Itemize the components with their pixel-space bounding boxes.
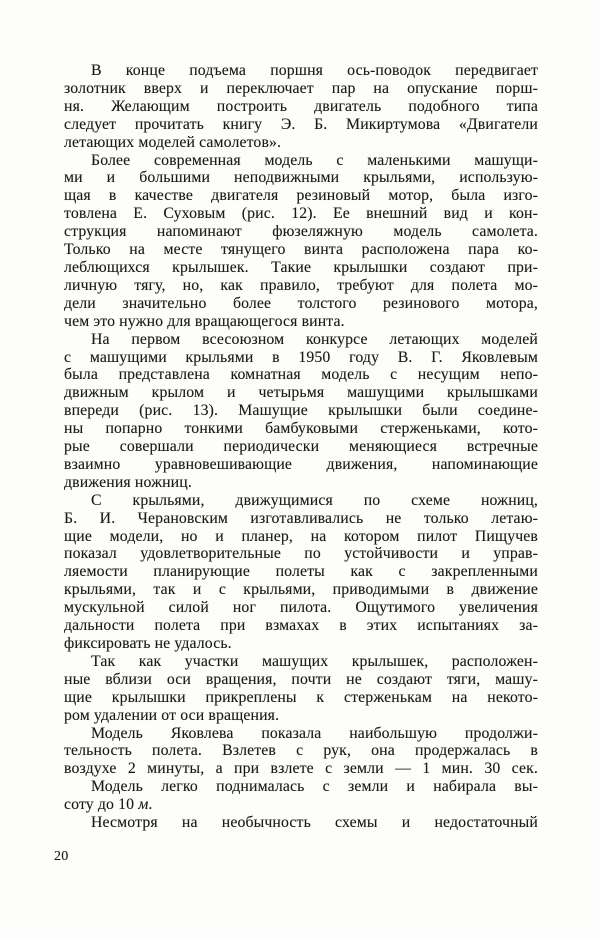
text-line: летающих моделей самолетов». xyxy=(64,133,282,151)
text-line: личную тягу, но, как правило, требуют для полета мо- xyxy=(64,276,538,294)
text-line: чем это нужно для вращающегося винта. xyxy=(64,312,345,330)
paragraph-climb-height xyxy=(64,778,538,814)
text-line: товлена Е. Суховым (рис. 12). Ее внешний вид и кон- xyxy=(64,205,538,223)
text-line: рые совершали периодически меняющиеся встречные xyxy=(64,438,538,456)
text-line: ня. Желающим построить двигатель подобного типа xyxy=(64,97,538,115)
text-line: ные вблизи оси вращения, почти не создают тяги, машу- xyxy=(64,670,538,688)
text-line: движным крылом и четырьмя машущими крылышками xyxy=(64,384,538,402)
text-line xyxy=(64,796,538,814)
text-line: В конце подъема поршня ось-поводок передвигает xyxy=(91,62,538,79)
text-line: щая в качестве двигателя резиновый мотор, была изго- xyxy=(64,187,538,205)
text-line: щие модели, но и планер, на котором пилот Пищучев xyxy=(64,527,538,545)
text-line: движения ножниц. xyxy=(64,473,192,491)
text-line: Несмотря на необычность схемы и недостаточный xyxy=(91,814,538,832)
paragraph-yakovlev-contest xyxy=(64,331,538,492)
text-line: струкция напоминают фюзеляжную модель самолета. xyxy=(64,223,538,241)
paragraph-wing-sections xyxy=(64,653,538,725)
text-block xyxy=(64,62,538,832)
paragraph-flight-duration xyxy=(64,725,538,779)
text-line: крыльями, так и с крыльями, приводимыми в движение xyxy=(64,581,538,599)
text-line: ляемости планирующие полеты как с закрепленными xyxy=(64,563,538,581)
text-line: Только на месте тянущего винта расположена пара ко- xyxy=(64,241,538,259)
text-line: щие крылышки прикреплены к стерженькам на некото- xyxy=(64,688,538,706)
text-line: дальности полета при взмахах в этих испытаниях за- xyxy=(64,617,538,635)
text-line: была представлена комнатная модель с несущим непо- xyxy=(64,366,538,384)
text-line: воздухе 2 минуты, а при взлете с земли — 1 мин. 30 сек. xyxy=(64,760,538,778)
text-line: показал удовлетворительные по устойчивости и управ- xyxy=(64,545,538,563)
paragraph-cheranovsky-glider xyxy=(64,492,538,653)
text-line: тельность полета. Взлетев с рук, она продержалась в xyxy=(64,742,538,760)
text-line: золотник вверх и переключает пар на опускание порш- xyxy=(64,79,538,97)
text-segment: . xyxy=(148,796,153,814)
text-line: ны попарно тонкими бамбуковыми стерженьками, кото- xyxy=(64,420,538,438)
text-line: взаимно уравновешивающие движения, напоминающие xyxy=(64,455,538,473)
paragraph-despite-scheme xyxy=(64,814,538,832)
text-segment: соту до 10 xyxy=(64,796,139,814)
page-number: 20 xyxy=(54,849,69,864)
unit-meters-italic: м xyxy=(138,796,149,814)
text-line: ром удалении от оси вращения. xyxy=(64,706,280,724)
text-line: Более современная модель с маленькими машущи- xyxy=(91,151,538,169)
paragraph-engine-book xyxy=(64,62,538,152)
text-line: фиксировать не удалось. xyxy=(64,635,232,652)
text-line: Б. И. Черановским изготавливались не только летаю- xyxy=(64,509,538,527)
text-line: дели значительно более толстого резинового мотора, xyxy=(64,294,538,312)
text-line: леблющихся крылышек. Такие крылышки создают при- xyxy=(64,258,538,276)
text-line: На первом всесоюзном конкурсе летающих моделей xyxy=(91,330,538,348)
text-line: Модель легко поднималась с земли и набирала вы- xyxy=(91,778,538,796)
text-line: С крыльями, движущимися по схеме ножниц, xyxy=(91,491,538,509)
paragraph-sukhov-model xyxy=(64,152,538,331)
text-line: Модель Яковлева показала наибольшую продолжи- xyxy=(91,724,538,742)
text-line: мускульной силой ног пилота. Ощутимого увеличения xyxy=(64,599,538,617)
text-line: ми и большими неподвижными крыльями, использую- xyxy=(64,169,538,187)
text-line: с машущими крыльями в 1950 году В. Г. Яковлевым xyxy=(64,348,538,366)
text-line: впереди (рис. 13). Машущие крылышки были соедине- xyxy=(64,402,538,420)
text-line: следует прочитать книгу Э. Б. Микиртумова «Двигатели xyxy=(64,115,538,133)
text-line: Так как участки машущих крылышек, расположен- xyxy=(91,652,538,670)
